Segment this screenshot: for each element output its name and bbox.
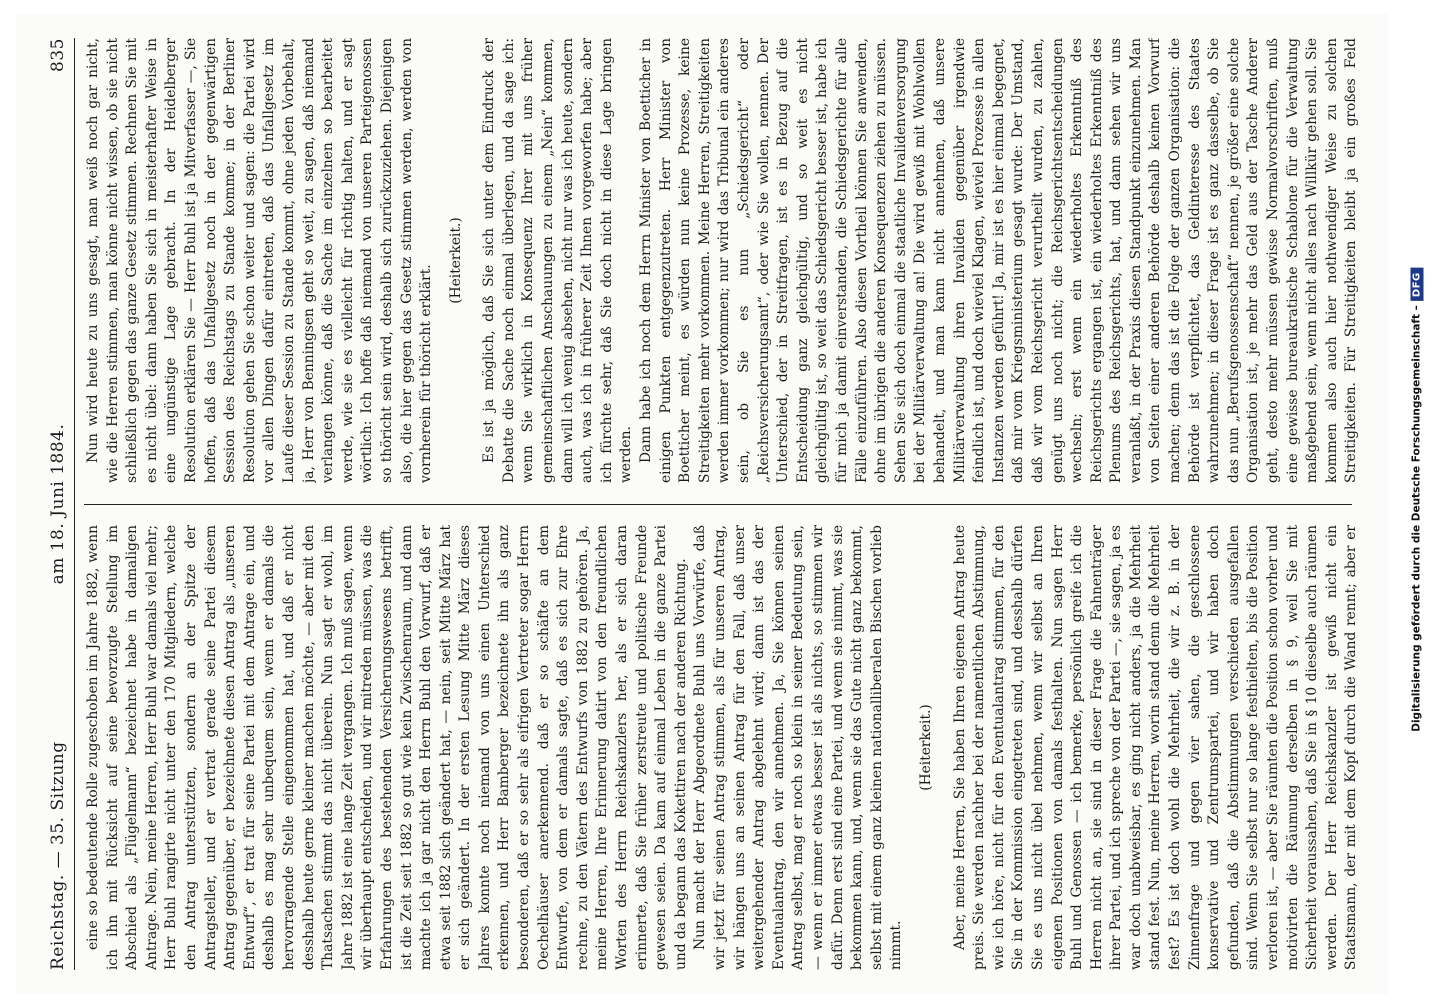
scan-margin [0, 0, 16, 1000]
interjection: (Heiterkeit.) [447, 217, 464, 304]
paragraph: Es ist ja möglich, daß Sie sich unter dem Eindruck der Debatte die Sache noch einmal überlegen, und da sage ich: wenn Sie wirklich in Konsequenz Ihrer mit uns früher gemeinschaftlichen Anschauungen zu einem „Nein“ kommen, dann will ich wenig absehen, nicht nur was ich heute, sondern auch, was ich in früherer Zeit Ihnen vorgeworfen habe; aber ich fürchte sehr, daß Sie doch nicht in diese Lage bringen werden. [481, 38, 635, 483]
header-left: Reichstag. — 35. Sitzung [48, 741, 68, 970]
page-number: 835 [48, 38, 68, 72]
paragraph: eine so bedeutende Rolle zugeschoben im Jahre 1882, wenn ich ihn mit Rücksicht auf seine bevorzugte Stellung im Abschied als „Flügelmann“ bezeichnet habe in damaligen Antrage. Nein, meine Herren, Herr Buhl war damals viel mehr; Herr Buhl rangirte nicht unter den 170 Mitgliedern, welche den Antrag unterstützten, sondern an der Spitze der Antragsteller, und er vertrat gerade seine Partei diesem Antrag gegenüber, er bezeichnete diesen Antrag als „unseren Entwurf“, er trat für seine Partei mit dem Antrage ein, und deshalb es mag sehr unbequem sein, wenn er damals die hervorragende Stelle eingenommen hat, und daß er nicht desshalb heute gerne kleiner machen möchte, — aber mit den Thatsachen stimmt das nicht überein. Nun sagt er wohl, im Jahre 1882 ist eine lange Zeit vergangen. Ich muß sagen, wenn wir überhaupt entscheiden, und wir mitreden müssen, was die Erfahrungen des bestehenden Versicherungswesens betrifft, ist die Zeit seit 1882 so gut wie kein Zwischenraum, und dann machte ich ja gar nicht den Herrn Buhl den Vorwurf, daß er etwa seit 1882 sich geändert hat, — nein, seit Mitte März hat er sich geändert. In der ersten Lesung Mitte März dieses Jahres konnte noch niemand von uns einen Unterschied erkennen, und Herr Bamberger bezeichnete ihn als ganz besonderen, daß er so sehr als eifrigen Vertreter sogar Herrn Oechelhäuser anerkennend. daß er so schäfte an dem Entwurfe, von dem er damals sagte, daß es sich zur Ehre rechne, zu den Vätern des Entwurfs von 1882 zu gehören. Ja, meine Herren, Ihre Erinnerung datirt von den freundlichen Worten des Herrn Reichskanzlers her, als er sich daran erinnerte, daß Sie früher zerstreute und politische Freunde gewesen seien. Da kam auf einmal Leben in die ganze Partei und da begann das Kokettiren nach der anderen Richtung. [85, 525, 689, 970]
banner-text [1411, 268, 1424, 732]
paragraph: Nun wird heute zu uns gesagt, man weiß noch gar nicht, wie die Herren stimmen, man könne nicht wissen, ob sie nicht schließlich gegen das ganze Gesetz stimmen. Rechnen Sie mit es nicht übel: dann haben Sie sich in meisterhafter Weise in eine ungünstige Lage gebracht. In der Heidelberger Resolution erklären Sie — Herr Buhl ist ja Mitverfasser —, Sie hoffen, daß das Unfallgesetz noch in der gegenwärtigen Session des Reichstags zu Stande komme; in der Berliner Resolution gehen Sie schon weiter und sagen: die Partei wird vor allen Dingen dafür eintreten, daß das Unfallgesetz im Laufe dieser Session zu Stande kommt, ohne jeden Vorbehalt, ja, Herr von Benningsen geht so weit, zu sagen, daß niemand verlangen könne, daß die Sache im einzelnen so bearbeitet werde, wie sie es vielleicht für richtig halten, und er sagt wörtlich: Ich hoffe daß niemand von unseren Parteigenossen so thöricht sein wird, deshalb sich zurückzuziehen. Diejenigen also, die hier gegen das Gesetz stimmen werden, werden von vornherein für thöricht erklärt. [85, 38, 435, 483]
paragraph: Dann habe ich noch dem Herrn Minister von Boetticher in einigen Punkten entgegenzutreten. Herr Minister von Boetticher meint, es würden nun keine Prozesse, keine Streitigkeiten mehr vorkommen. Meine Herren, Streitigkeiten werden immer vorkommen; nur wird das Tribunal ein anderes sein, ob Sie es nun „Schiedsgericht“ oder „Reichsversicherungsamt“, oder wie Sie wollen, nennen. Der Unterschied, der in Streitfragen, ist es in Bezug auf die Entscheidung ganz gleichgültig, und so weit es nicht gleichgültig ist, so weit das Schiedsgericht besser ist, habe ich für mich ja damit einverstanden, die Schiedsgerichte für alle Fälle einzuführen. Also diesen Vortheil können Sie anwenden, ohne im übrigen die anderen Konsequenzen ziehen zu müssen. Sehen Sie sich doch einmal die staatliche Invalidenversorgung bei der Militärverwaltung an! Die wird gewiß mit Wohlwollen behandelt, und man kann nicht annehmen, daß unsere Militärverwaltung ihren Invaliden gegenüber irgendwie feindlich ist, und doch wieviel Klagen, wieviel Prozesse in allen Instanzen werden geführt! Ja, mir ist es hier einmal begegnet, daß mir vom Kriegsministerium gesagt wurde: Der Umstand, daß wir vom Reichsgericht verurtheilt wurden, zu zahlen, genügt uns noch nicht; die Reichsgerichtsentscheidungen wechseln; erst wenn ein wiederholtes Erkenntniß des Reichsgerichts ergangen ist, ein wiederholtes Erkenntniß des Plenums des Reichsgerichts, hat, und dann sehen wir uns veranlaßt, in der Praxis diesen Standpunkt einzunehmen. Man von Seiten einer anderen Behörde deshalb keinen Vorwurf machen; denn das ist die Folge der ganzen Organisation: die Behörde ist verpflichtet, das Geldinteresse des Staates wahrzunehmen; in dieser Frage ist es ganz dasselbe, ob Sie das nun „Berufsgenossenschaft“ nennen, je größer eine solche Organisation ist, je mehr das Geld aus der Tasche Anderer geht, desto mehr müssen gewisse Normalvorschriften, muß eine gewisse bureaukratische Schablone für die Verwaltung maßgebend sein, wenn nicht alles nach Willkür gehen soll. Sie kommen also auch hier nothwendiger Weise zu solchen Streitigkeiten. Für Streitigkeiten bleibt ja ein großes Feld [638, 38, 1360, 483]
text-column-left [84, 525, 1360, 970]
column-divider [84, 504, 1352, 505]
rotated-sheet [32, 24, 1372, 984]
header-center: am 18. Juni 1884. [48, 423, 68, 585]
paragraph: Nun macht der Herr Abgeordnete Buhl uns Vorwürfe, daß wir jetzt für seinen Antrag stimmen, als für unseren Antrag, wir hängen uns an seinen Antrag für den Fall, daß unser weitergehender Antrag abgelehnt wird; dann ist das der Eventualantrag, den wir annehmen. Ja, Sie können seinen Antrag selbst, mag er noch so klein in seiner Bedeutung sein, — wenn er immer etwas besser ist als nichts, so stimmen wir dafür. Denn erst sind eine Partei, und wenn sie nimmt, was sie bekommen kann, und, wenn sie das Gute nicht ganz bekommt, selbst mit einem ganz kleinen nationalliberalen Bischen vorlieb nimmt. [692, 525, 905, 970]
running-head [48, 38, 75, 970]
digitization-banner [1402, 0, 1432, 1000]
interjection: (Heiterkeit.) [917, 704, 934, 791]
document-page [16, 14, 1388, 994]
paragraph: Aber, meine Herren, Sie haben Ihren eigenen Antrag heute preis. Sie werden nachher bei der namentlichen Abstimmung, wie ich höre, nicht für den Eventualantrag stimmen, für den Sie in der Kommission eingetreten sind, und desshalb dürfen Sie es uns nicht übel nehmen, wenn wir selbst an Ihren eigenen Positionen von damals festhalten. Nun sagen Herr Buhl und Genossen — ich bemerke, persönlich greife ich die Herren nicht an, sie sind in dieser Frage die Fahnenträger ihrer Partei, und ich spreche von der Partei —, sie sagen, ja es war doch unabweisbar, es ging nicht anders, ja die Mehrheit stand fest. Nun, meine Herren, worin stand denn die Mehrheit fest? Es ist doch wohl die Mehrheit, die wir z. B. in der Zinnenfrage und gegen vier sahen, die geschlossene konservative und Zentrumspartei, und wir haben doch gefunden, daß die Abstimmungen verschieden ausgefallen sind. Wenn Sie selbst nur so lange festhielten, bis die Position verloren ist, — aber Sie räumten die Position schon vorher und motivirten die Räumung derselben in § 9, weil Sie mit Sicherheit voraussahen, daß Sie in § 10 dieselbe auch räumen werden. Der Herr Reichskanzler ist gewiß nicht ein Staatsmann, der mit dem Kopf durch die Wand rennt; aber er [951, 525, 1360, 970]
text-column-right [84, 38, 1360, 483]
dfg-logo: DFG [1411, 268, 1424, 301]
banner-caption: Digitalisierung gefördert durch die Deutsche Forschungsgemeinschaft – [1410, 305, 1423, 732]
